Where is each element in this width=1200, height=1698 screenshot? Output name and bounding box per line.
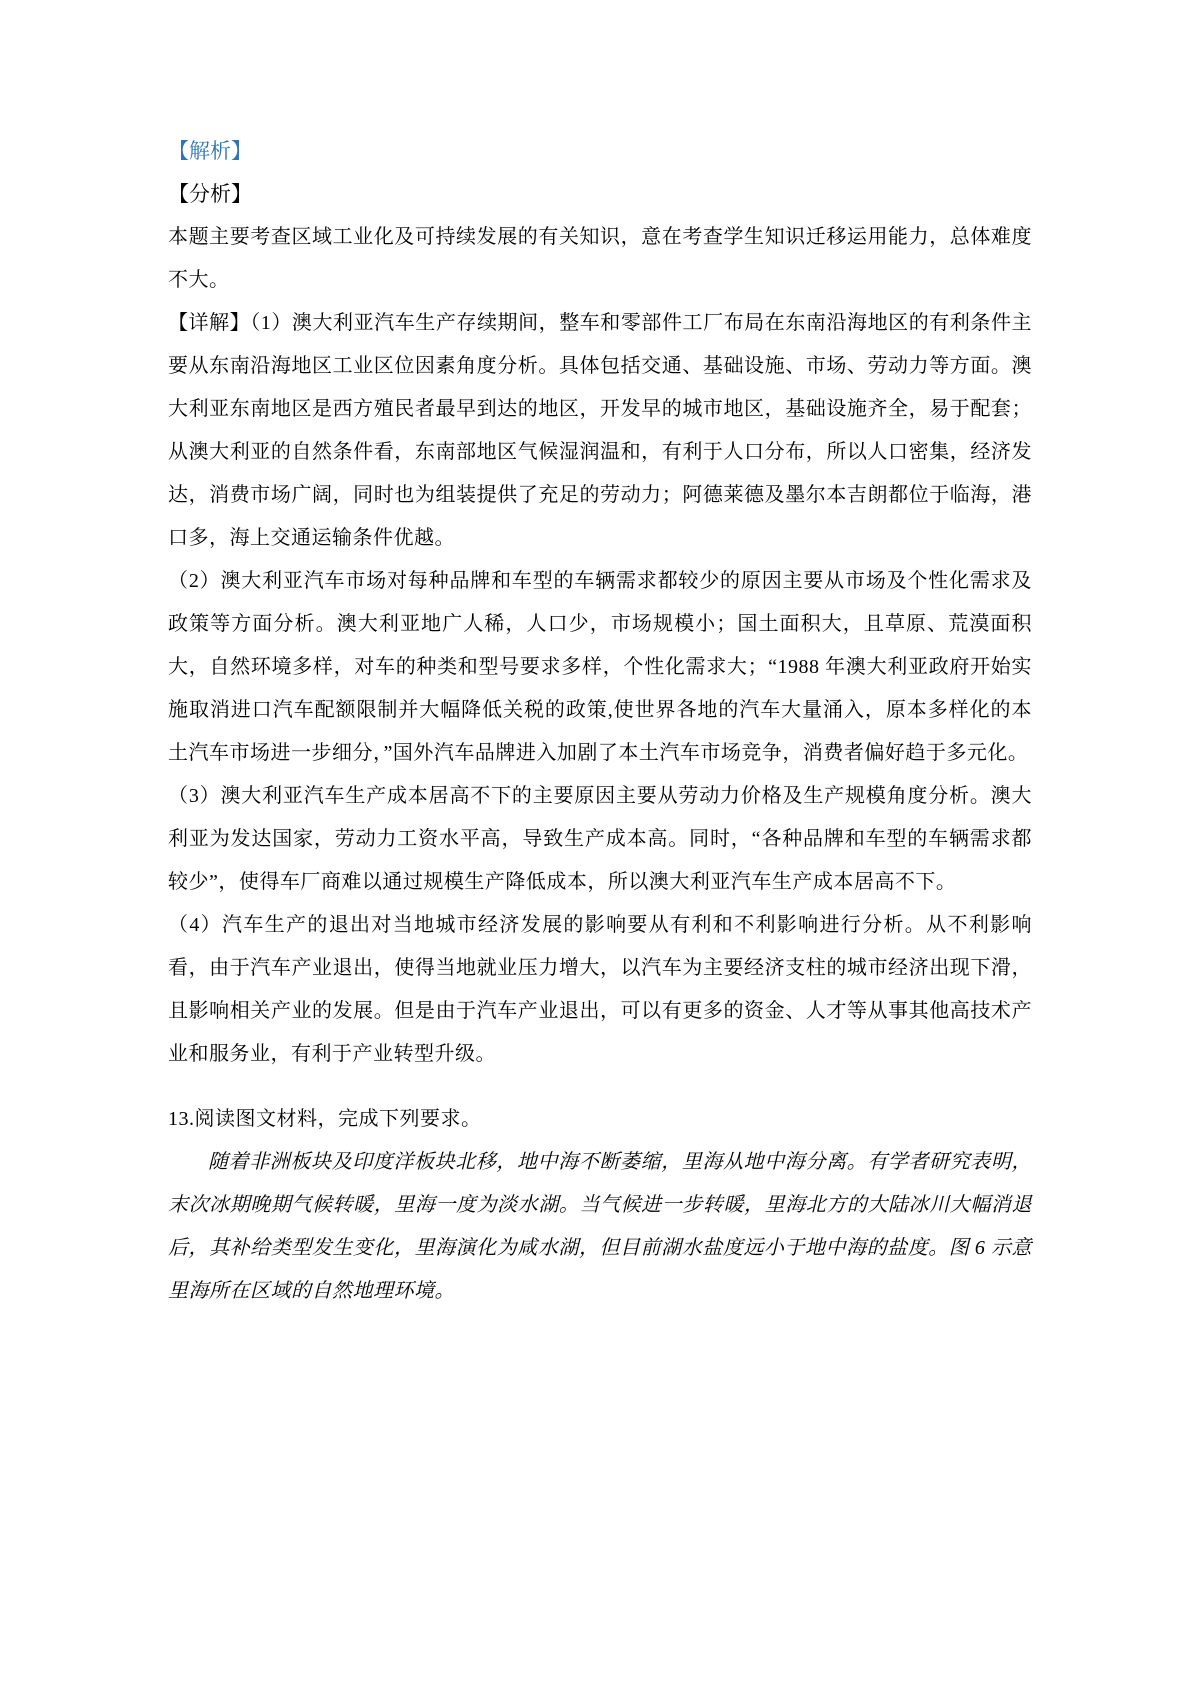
question-13-material-text: 随着非洲板块及印度洋板块北移，地中海不断萎缩，里海从地中海分离。有学者研究表明，末次冰期晚期气候转暖，里海一度为淡水湖。当气候进一步转暖，里海北方的大陆冰川大幅消退后，其补给类型发生变化，里海演化为咸水湖，但目前湖水盐度远小于地中海的盐度。图 6 示意里海所在区域的自然地理环境。 bbox=[168, 1151, 1032, 1302]
detail-paragraph-4: （4）汽车生产的退出对当地城市经济发展的影响要从有利和不利影响进行分析。从不利影响看，由于汽车产业退出，使得当地就业压力增大，以汽车为主要经济支柱的城市经济出现下滑，且影响相关产业的发展。但是由于汽车产业退出，可以有更多的资金、人才等从事其他高技术产业和服务业，有利于产业转型升级。 bbox=[168, 914, 1032, 1065]
analysis-paragraph: 本题主要考查区域工业化及可持续发展的有关知识，意在考查学生知识迁移运用能力，总体难度不大。 bbox=[168, 226, 1032, 291]
section-label-fenxi: 【分析】 bbox=[168, 182, 252, 206]
detail-paragraph-3: （3）澳大利亚汽车生产成本居高不下的主要原因主要从劳动力价格及生产规模角度分析。澳大利亚为发达国家，劳动力工资水平高，导致生产成本高。同时，“各种品牌和车型的车辆需求都较少”，使得车厂商难以通过规模生产降低成本，所以澳大利亚汽车生产成本居高不下。 bbox=[168, 785, 1032, 893]
detail-paragraph-2: （2）澳大利亚汽车市场对每种品牌和车型的车辆需求都较少的原因主要从市场及个性化需求及政策等方面分析。澳大利亚地广人稀，人口少，市场规模小；国土面积大，且草原、荒漠面积大，自然环境多样，对车的种类和型号要求多样，个性化需求大；“1988 年澳大利亚政府开始实施取消进口汽车配额限制并大幅降低关税的政策,使世界各地的汽车大量涌入，原本多样化的本土汽车市场进一步细分，”国外汽车品牌进入加剧了本土汽车市场竞争，消费者偏好趋于多元化。 bbox=[168, 570, 1032, 764]
question-13-heading: 13.阅读图文材料，完成下列要求。 bbox=[168, 1108, 482, 1130]
section-label-jiexi: 【解析】 bbox=[168, 139, 252, 163]
detail-paragraph-1: 【详解】（1）澳大利亚汽车生产存续期间，整车和零部件工厂布局在东南沿海地区的有利条件主要从东南沿海地区工业区位因素角度分析。具体包括交通、基础设施、市场、劳动力等方面。澳大利亚东南地区是西方殖民者最早到达的地区，开发早的城市地区，基础设施齐全，易于配套；从澳大利亚的自然条件看，东南部地区气候湿润温和，有利于人口分布，所以人口密集，经济发达，消费市场广阔，同时也为组装提供了充足的劳动力；阿德莱德及墨尔本吉朗都位于临海，港口多，海上交通运输条件优越。 bbox=[168, 312, 1032, 549]
